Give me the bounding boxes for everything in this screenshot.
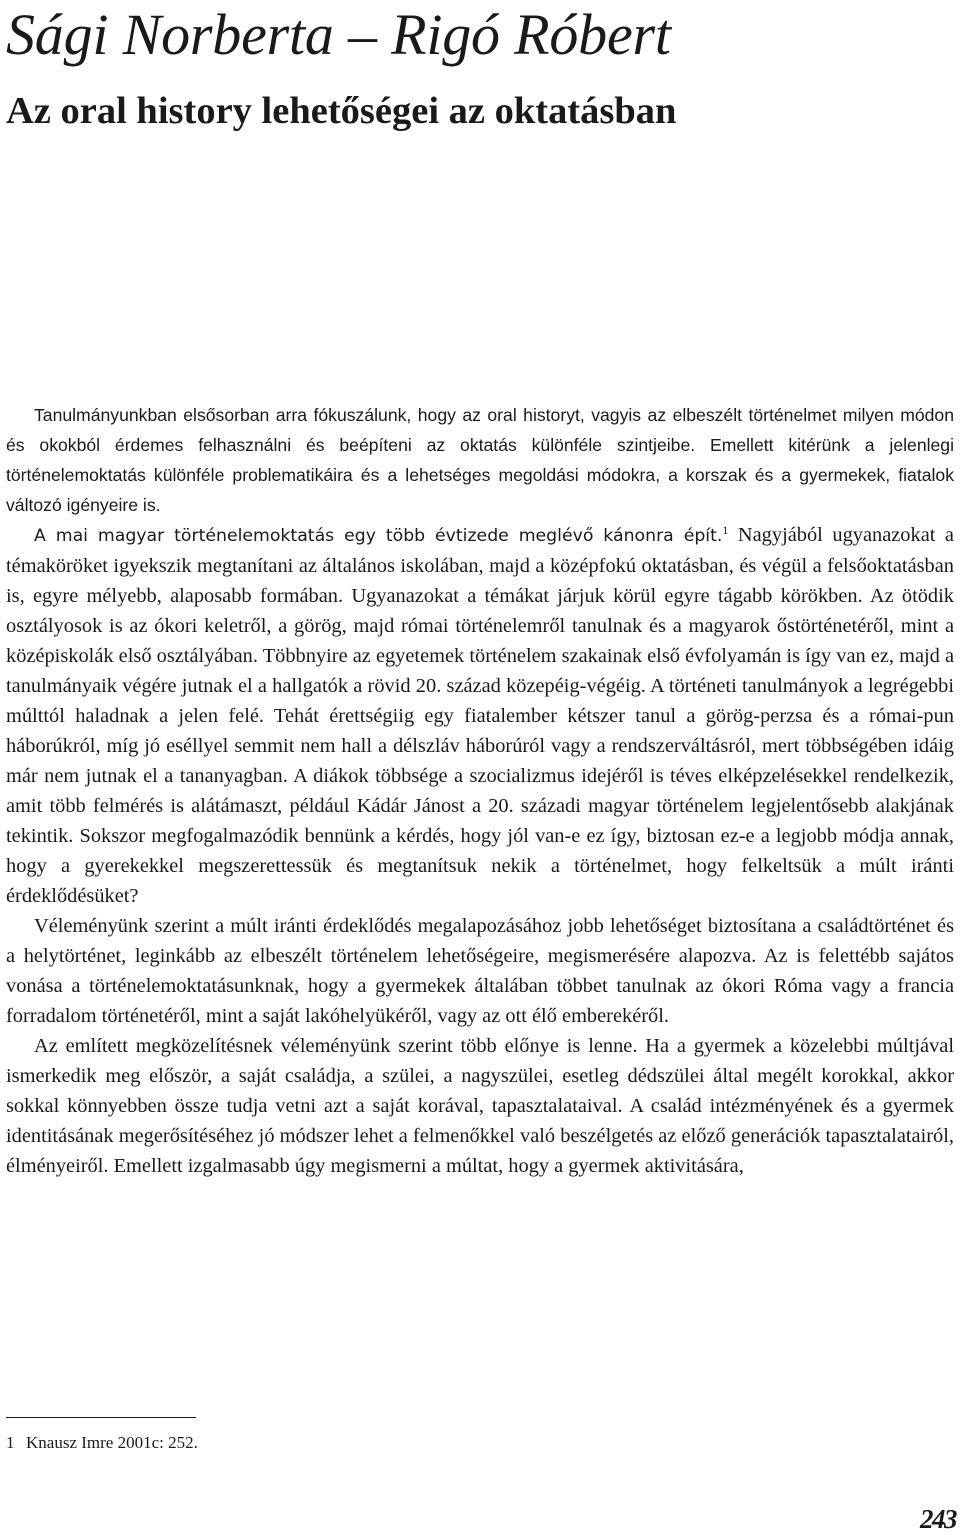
body-paragraph-3: Az említett megközelítésnek véleményünk szerint több előnye is lenne. Ha a gyermek a közelebbi múltjával ismerkedik meg először, a saját családja, a szülei, a nagyszülei, esetleg dédszülei által megélt korokkal, akkor sokkal könnyebben össze tudja vetni azt a saját korával, tapasztalataival. A család intézményének és a gyermek identitásának megerősítéséhez jó módszer lehet a felmenőkkel való beszélgetés az előző generációk tapasztalatairól, élményeiről. Emellett izgalmasabb úgy megismerni a múltat, hogy a gyermek aktivitására,: [6, 1035, 954, 1177]
abstract-paragraph: Tanulmányunkban elsősorban arra fókuszálunk, hogy az oral historyt, vagyis az elbeszélt történelmet milyen módon és okokból érdemes felhasználni és beépíteni az oktatás különféle szintjeibe. Emellett kitérünk a jelenlegi történelemoktatás különféle problematikáira és a lehetséges megoldási módokra, a korszak és a gyermekek, fiatalok változó igényeire is.: [6, 405, 954, 515]
article-body: [6, 400, 954, 1181]
body-paragraph-1: [6, 520, 954, 911]
footnote: [6, 1432, 198, 1454]
footnote-divider: [6, 1417, 196, 1418]
author-names: Sági Norberta – Rigó Róbert: [6, 2, 671, 67]
article-title: Az oral history lehetőségei az oktatásban: [6, 90, 677, 132]
page-number: 243: [920, 1504, 956, 1534]
footnote-number: 1: [6, 1433, 15, 1452]
body-paragraph-1-lead: A mai magyar történelemoktatás egy több évtizede meglévő kánonra épít.: [34, 526, 723, 546]
body-paragraph-1-text: Nagyjából ugyanazokat a témaköröket igyekszik megtanítani az általános iskolában, majd a középfokú oktatásban, és végül a felsőoktatásban is, egyre mélyebb, alaposabb formában. Ugyanazokat a témákat járjuk körül egyre tágabb körökben. Az ötödik osztályosok is az ókori keletről, a görög, majd római történelemről tanulnak és a magyarok őstörténetéről, mint a középiskolák első osztályában. Többnyire az egyetemek történelem szakainak első évfolyamán is így van ez, majd a tanulmányaik végére jutnak el a hallgatók a rövid 20. század közepéig-végéig. A történeti tanulmányok a legrégebbi múlttól haladnak a jelen felé. Tehát érettségiig egy fiatalember kétszer tanul a görög-perzsa és a római-pun háborúkról, míg jó eséllyel semmit nem hall a délszláv háborúról vagy a rendszerváltásról, mert többségében idáig már nem jutnak el a tananyagban. A diákok többsége a szocializmus idejéről is téves elképzelésekkel rendelkezik, amit több felmérés is alátámaszt, például Kádár Jánost a 20. századi magyar történelem legjelentősebb alakjának tekintik. Sokszor megfogalmazódik bennünk a kérdés, hogy jól van-e ez így, biztosan ez-e a legjobb módja annak, hogy a gyerekekkel megszerettessük és megtanítsuk nekik a történelmet, hogy felkeltsük a múlt iránti érdeklődésüket?: [6, 524, 955, 907]
footnote-text: Knausz Imre 2001c: 252.: [26, 1433, 198, 1452]
footnote-reference[interactable]: 1: [722, 523, 729, 537]
body-paragraph-2: Véleményünk szerint a múlt iránti érdeklődés megalapozásához jobb lehetőséget biztosítana a családtörténet és a helytörténet, leginkább az elbeszélt történelem lehetőségeire, megismerésére alapozva. Az is felettébb sajátos vonása a történelemoktatásunknak, hogy a gyermekek általában többet tanulnak az ókori Róma vagy a francia forradalom történetéről, mint a saját lakóhelyükéről, vagy az ott élő emberekéről.: [6, 915, 954, 1027]
